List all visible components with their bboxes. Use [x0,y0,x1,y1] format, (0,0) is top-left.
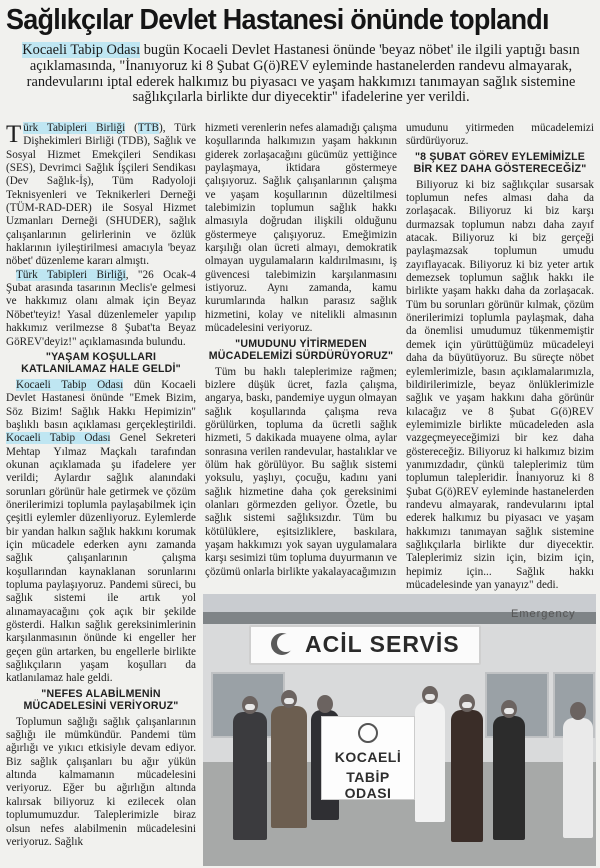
highlight: Türk Tabipleri Birliği [16,268,126,281]
drop-cap: T [6,122,22,148]
lead-text: bugün Kocaeli Devlet Hastanesi önünde 'beyaz nöbet' ile ilgili yaptığı basın açıklamasında, "İnanıyoruz ki 8 Şubat G(ö)REV eyleminde hastanelerden randevu almayarak, randevularını iptal ederek halkımız bu piyasacı ve yaşam hakkımızı tanımayan sağlık sistemine sağlıkçılarla birlikte dur diyecektir" ifadelerine yer verildi. [26,42,580,106]
article-column-2 [205,122,397,584]
headline: Sağlıkçılar Devlet Hastanesi önünde toplandı [6,4,549,36]
photo-banner-line2: TABİP ODASI [344,769,392,801]
paragraph [6,379,196,686]
photo-banner-line1: KOCAELİ [334,749,402,765]
photo-banner [321,716,415,800]
photo-person-mask [245,704,255,710]
highlight: Kocaeli Tabip Odası [16,378,124,391]
photo-person-mask [504,708,514,714]
paragraph: Tüm bu haklı taleplerimize rağmen; bizlere düşük ücret, fazla çalışma, angarya, baskı, pandemiye uygun olmayan sağlık koşullarında çalışma reva görülürken, topluma da ücretli sağlık hizmeti, 5 dakikada muayene olma, aylar sonrasına verilen randevular, hastalıklar ve ölüm hak görülüyor. Bu sağlık sistemi yoksulu, yaşlıyı, çocuğu, kadını yani sağlık hizmetine daha çok gereksinimi olanları görmezden geliyor. Özetle, bu sağlık sistemi sağlıksızdır. Tüm bu kötülüklere, eşitsizliklere, baskılara, yaşam hakkımızı yok sayan uygulamalara karşı sesimizi tüm topluma duyurmanın ve çözümü onlarla birlikte yakalayacağımızın [205,365,397,578]
article-column-3 [406,122,594,598]
lead-highlight: Kocaeli Tabip Odası [22,42,141,58]
lead-paragraph [6,43,596,106]
paragraph: umudunu yitirmeden mücadelemizi sürdürüyoruz. [406,122,594,148]
photo-person-mask [284,698,294,704]
highlight: TTB [137,122,160,134]
subheading: "NEFES ALABİLMENİN MÜCADELESİNİ VERİYORUZ" [23,687,179,713]
paragraph [6,122,196,269]
photo-person [563,718,593,838]
photo-person [451,710,483,842]
news-photo [203,594,596,866]
photo-emergency-sign [249,625,481,665]
article-column-1 [6,122,196,866]
photo-person [415,702,445,822]
text: Genel Sekreteri Mehtap Yılmaz Maçkalı tarafından okunan açıklamada şu ifadelere yer verildi; Aylardır sağlık alanındaki sorunları görünür hale getirmek ve çözüm önerilerimizi toplumla paylaşabilmek için çeşitli eylemler düzenliyoruz. Eylemlerde bir yandan halkın sağlık hakkını korumak için mücadele ederken aynı zamanda sağlık çalışanlarının çalışma koşullarından kaynaklanan sorunlarını topluma paylaşıyoruz. Pandemi süreci, bu sağlık sistemi ile artık yol alınamayacağını çok açık bir şekilde gösterdi. Halkın sağlık gereksinimlerinin karşılanmasının önünde ki engeller her geçen gün artarken, bu engellerle birlikte sağlıkçıların yaşam koşulları da katlanılamaz hale geldi. [6,432,196,685]
photo-person-head [570,702,586,720]
photo-person [271,706,307,828]
subheading: "YAŞAM KOŞULLARI KATLANILAMAZ HALE GELDİ" [21,350,181,376]
photo-person-mask [425,694,435,700]
paragraph [6,269,196,349]
subheading: "8 ŞUBAT GÖREV EYLEMİMİZLE BİR KEZ DAHA GÖSTERECEĞİZ" [413,150,587,176]
photo-person [493,716,525,840]
photo-person [233,712,267,840]
paragraph: Toplumun sağlığı sağlık çalışanlarının sağlığı ile mümkündür. Pandemi tüm ağırlığı ve yıkıcı etkisiyle devam ediyor. Biz sağlık çalışanları bu ağır yükün altında kalmamanın mücadelesini veriyoruz. Eğer bu ağırlığın altında kalırsak biliyoruz ki ezilecek olan toplumumuzdur. Taleplerimizle biraz olsun nefes alabilmenin mücadelesini veriyoruz. Sağlık [6,715,196,848]
crescent-icon [271,633,293,655]
paragraph: hizmeti verenlerin nefes alamadığı çalışma koşullarında halkımızın yaşam hakkının giderek zorlaşacağını gücümüz yettiğince paylaşmaya, iktidara göstermeye çalışıyoruz. Sağlık çalışanlarının çalışma ve yaşam koşullarının düzeltilmesi talebimizin toplumun sağlık hakkı almasıyla doğrudan ilişkili olduğunu göstermeye çalışıyoruz. Emeğimizin karşılığı olan ücreti almayı, demokratik olmayan uygulamaların kaldırılmasını, iş güvencesi talebimizin karşılanmasını istiyoruz. Aynı zamanda, kamu kurumlarında halkın parasız sağlık hizmetini, kolay ve nitelikli almasının mücadelesini veriyoruz. [205,122,397,335]
highlight: Kocaeli Tabip Odası [6,432,111,445]
photo-emergency-text: Emergency [511,608,576,620]
photo-person-mask [462,702,472,708]
text: ( [125,122,138,134]
text: ), Türk Dişhekimleri Birliği (TDB), Sağlık ve Sosyal Hizmet Emekçileri Sendikası (SES), Devrimci Sağlık İşçileri Sendikası (Dev Sağlık-İş), Tüm Radyoloji Teknisyenleri ve Teknikerleri Derneği (TÜM-RAD-DER) ile Sosyal Hizmet Uzmanları Derneği (SHUDER), sağlık çalışanlarının gelirlerinin ve özlük haklarının iyileştirilmesi amacıyla 'beyaz nöbet' düzenleme kararı almıştı. [6,122,196,268]
text: , "26 Ocak-4 Şubat arasında tasarının Meclis'e gelmesi ve hakkımız olanı almak için Beyaz Nöbet'teyiz! Yasal düzenlemeler yapılıp hakkımız verilmezse 8 Şubat'ta Beyaz GöREV'deyiz!" açıklamasında bulundu. [6,268,196,348]
medical-chamber-logo-icon [358,723,378,743]
text: dün Kocaeli Devlet Hastanesi önünde "Emek Bizim, Söz Bizim! Sağlık Hakkı Hepimizin" başlıklı basın açıklaması gerçekleştirildi. [6,378,196,431]
photo-person-head [317,695,333,713]
subheading: "UMUDUNU YİTİRMEDEN MÜCADELEMİZİ SÜRDÜRÜYORUZ" [208,337,394,362]
paragraph: Biliyoruz ki biz sağlıkçılar susarsak toplumun nefes alması daha da zorlaşacak. Biliyoruz ki biz karşı durmazsak toplumun nabzı daha zayıf atacak. Biliyoruz ki biz gerçeği paylaşmazsak toplumun umudu zayıflayacak. Biliyoruz ki biz yeter artık demezsek toplumun sağlık hakkı ile birlikte yaşam hakkı daha da zorlaşacak. Tüm bu sorunları görünür kılmak, çözüm önerilerimizi toplumla paylaşmak, daha da önemlisi umudumuz tükenmemiştir demek için yürüttüğümüz mücadeleyi daha da büyütüyoruz. Bu süreçte nöbet eylemlerimizle, basın açıklamalarımızla, bildirilerimizle, beyaz önlüklerimizle sağlık ve yaşam hakkını daha görünür kılacağız ve 8 Şubat G(ö)REV eylemimizle birlikte mücadeleden asla vazgeçmeyeceğimizi bir kez daha göstereceğiz. Biliyoruz ki halkımız bizim yanımızdadır, çünkü taleplerimiz tüm toplumun talepleridir. İnanıyoruz ki 8 Şubat G(ö)REV eyleminde hastanelerden randevu almayarak, randevularını iptal ederek halkımız bu piyasacı ve yaşam hakkımızı tanımayan sağlık sistemine sağlıkçılarla birlikte dur diyecektir. Taleplerimiz sizin için, bizim için, hepimiz için... Sağlık hakkı mücadelesinde yan yanayız" dedi. [406,178,594,591]
photo-sign-text: ACİL SERVİS [305,631,460,657]
highlight: ürk Tabipleri Birliği [23,122,126,134]
